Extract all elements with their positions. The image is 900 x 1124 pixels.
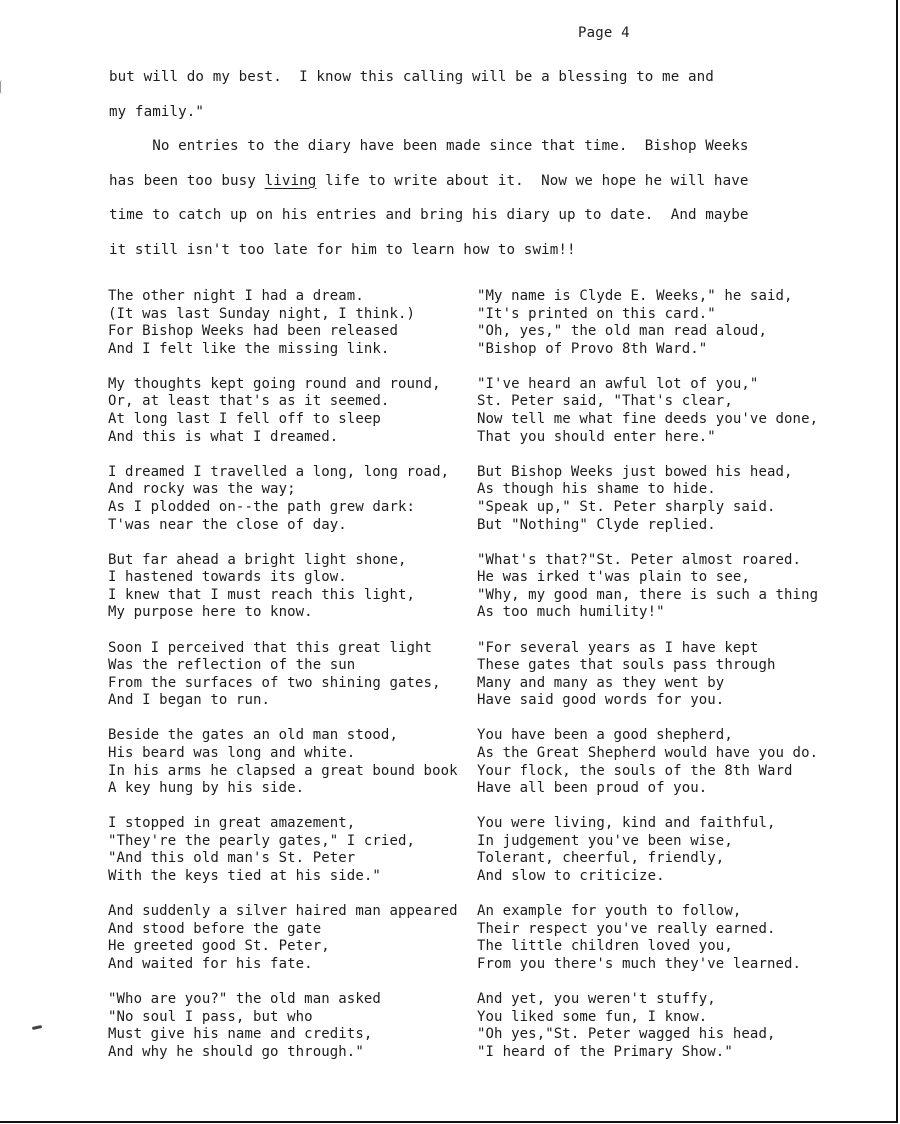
poem-stanza xyxy=(108,640,472,710)
poem-line: "For several years as I have kept xyxy=(477,639,759,656)
poem-line: And rocky was the way; xyxy=(108,481,296,498)
poem-line: As though his shame to hide. xyxy=(477,481,716,498)
prose-line-with-underline xyxy=(109,164,809,199)
poem-stanza xyxy=(477,903,829,973)
poem-line: "My name is Clyde E. Weeks," he said, xyxy=(477,288,793,304)
poem-stanza xyxy=(477,464,829,534)
poem-stanza xyxy=(108,288,472,358)
poem-line: I stopped in great amazement, xyxy=(108,815,356,832)
poem-line: I knew that I must reach this light, xyxy=(108,586,416,603)
poem-line: T'was near the close of day. xyxy=(108,516,347,533)
poem-stanza xyxy=(108,815,472,885)
poem-line: "They're the pearly gates," I cried, xyxy=(108,832,416,849)
prose-text: life to write about it. Now we hope he will have xyxy=(316,172,749,189)
poem-line: Beside the gates an old man stood, xyxy=(108,727,398,744)
poem-line: "Who are you?" the old man asked xyxy=(108,991,381,1007)
poem-line: "I've heard an awful lot of you," xyxy=(477,375,759,392)
prose-line: No entries to the diary have been made since that time. Bishop Weeks xyxy=(109,138,749,154)
poem-line: An example for youth to follow, xyxy=(477,903,742,920)
poem-line: St. Peter said, "That's clear, xyxy=(477,393,733,410)
poem-line: Have said good words for you. xyxy=(477,692,725,709)
prose-line: it still isn't too late for him to learn how to swim!! xyxy=(109,241,576,258)
poem-line: Soon I perceived that this great light xyxy=(108,639,433,656)
poem-stanza xyxy=(108,991,472,1061)
poem-line: My thoughts kept going round and round, xyxy=(108,375,441,392)
poem-line: I hastened towards its glow. xyxy=(108,569,347,586)
poem-line: He was irked t'was plain to see, xyxy=(477,569,750,586)
poem-line: Your flock, the souls of the 8th Ward xyxy=(477,762,793,779)
poem-line: (It was last Sunday night, I think.) xyxy=(108,305,416,322)
poem-line: And this is what I dreamed. xyxy=(108,428,339,445)
poem-line: You were living, kind and faithful, xyxy=(477,815,776,832)
poem-line: "Bishop of Provo 8th Ward." xyxy=(477,340,708,357)
poem-line: In his arms he clapsed a great bound book xyxy=(108,762,458,779)
prose-section xyxy=(109,60,809,267)
poem-line: Was the reflection of the sun xyxy=(108,657,356,674)
prose-line: but will do my best. I know this calling will be a blessing to me and xyxy=(109,69,714,85)
poem-line: Their respect you've really earned. xyxy=(477,920,776,937)
poem-stanza xyxy=(108,552,472,622)
page-number: Page 4 xyxy=(578,25,630,41)
poem-line: From the surfaces of two shining gates, xyxy=(108,674,441,691)
poem-line: And waited for his fate. xyxy=(108,955,313,972)
poem-stanza xyxy=(477,991,829,1061)
poem-line: He greeted good St. Peter, xyxy=(108,938,330,955)
poem-line: In judgement you've been wise, xyxy=(477,832,733,849)
poem-stanza xyxy=(477,727,829,797)
poem-line: And I felt like the missing link. xyxy=(108,340,390,357)
poem-line: Now tell me what fine deeds you've done, xyxy=(477,411,819,428)
poem-stanza xyxy=(108,727,472,797)
poem-line: "I heard of the Primary Show." xyxy=(477,1043,733,1060)
poem-stanza xyxy=(477,640,829,710)
poem-line: And stood before the gate xyxy=(108,920,322,937)
poem-stanza xyxy=(477,288,829,358)
poem-stanza xyxy=(477,815,829,885)
page-edge-mark xyxy=(0,80,5,94)
poem-line: And suddenly a silver haired man appeared xyxy=(108,903,458,920)
poem-line: But "Nothing" Clyde replied. xyxy=(477,516,716,533)
poem-line: At long last I fell off to sleep xyxy=(108,411,381,428)
poem-stanza xyxy=(108,376,472,446)
prose-line: time to catch up on his entries and bring his diary up to date. And maybe xyxy=(109,207,749,223)
poem-line: "No soul I pass, but who xyxy=(108,1008,313,1025)
poem-line: But Bishop Weeks just bowed his head, xyxy=(477,463,793,480)
poem-stanza xyxy=(477,552,829,622)
poem-line: Many and many as they went by xyxy=(477,674,725,691)
poem-line: That you should enter here." xyxy=(477,428,716,445)
poem-line: Have all been proud of you. xyxy=(477,780,708,797)
poem-stanza xyxy=(108,464,472,534)
poem-line: The little children loved you, xyxy=(477,938,733,955)
poem-line: "Why, my good man, there is such a thing xyxy=(477,586,819,603)
poem-line: "What's that?"St. Peter almost roared. xyxy=(477,551,802,568)
poem-line: "Oh yes,"St. Peter wagged his head, xyxy=(477,1026,776,1043)
poem-line: His beard was long and white. xyxy=(108,744,356,761)
poem-line: I dreamed I travelled a long, long road, xyxy=(108,463,450,480)
prose-line: my family." xyxy=(109,103,205,120)
poem-left-column xyxy=(108,288,472,1079)
poem-line: A key hung by his side. xyxy=(108,780,305,797)
poem-stanza xyxy=(477,376,829,446)
poem-line: "Speak up," St. Peter sharply said. xyxy=(477,498,776,515)
poem-line: "Oh, yes," the old man read aloud, xyxy=(477,323,767,340)
poem-line: But far ahead a bright light shone, xyxy=(108,551,407,568)
poem-line: My purpose here to know. xyxy=(108,604,313,621)
poem-line: Must give his name and credits, xyxy=(108,1026,373,1043)
poem-line: For Bishop Weeks had been released xyxy=(108,323,398,340)
poem-line: And slow to criticize. xyxy=(477,868,665,885)
poem-line: Tolerant, cheerful, friendly, xyxy=(477,850,725,867)
poem-line: And I began to run. xyxy=(108,692,271,709)
poem-stanza xyxy=(108,903,472,973)
underlined-word: living xyxy=(264,172,317,189)
prose-text: has been too busy xyxy=(109,172,265,189)
poem-line: From you there's much they've learned. xyxy=(477,955,802,972)
poem-line: You have been a good shepherd, xyxy=(477,727,733,744)
poem-line: And yet, you weren't stuffy, xyxy=(477,991,716,1007)
poem-line: You liked some fun, I know. xyxy=(477,1008,708,1025)
poem-right-column xyxy=(477,288,829,1079)
poem-line: As the Great Shepherd would have you do. xyxy=(477,744,819,761)
poem-line: The other night I had a dream. xyxy=(108,288,364,304)
poem-line: And why he should go through." xyxy=(108,1043,364,1060)
poem-line: Or, at least that's as it seemed. xyxy=(108,393,390,410)
poem-line: With the keys tied at his side." xyxy=(108,868,381,885)
poem-line: "It's printed on this card." xyxy=(477,305,716,322)
poem-line: "And this old man's St. Peter xyxy=(108,850,356,867)
poem-line: These gates that souls pass through xyxy=(477,657,776,674)
poem-line: As I plodded on--the path grew dark: xyxy=(108,498,416,515)
poem-line: As too much humility!" xyxy=(477,604,665,621)
